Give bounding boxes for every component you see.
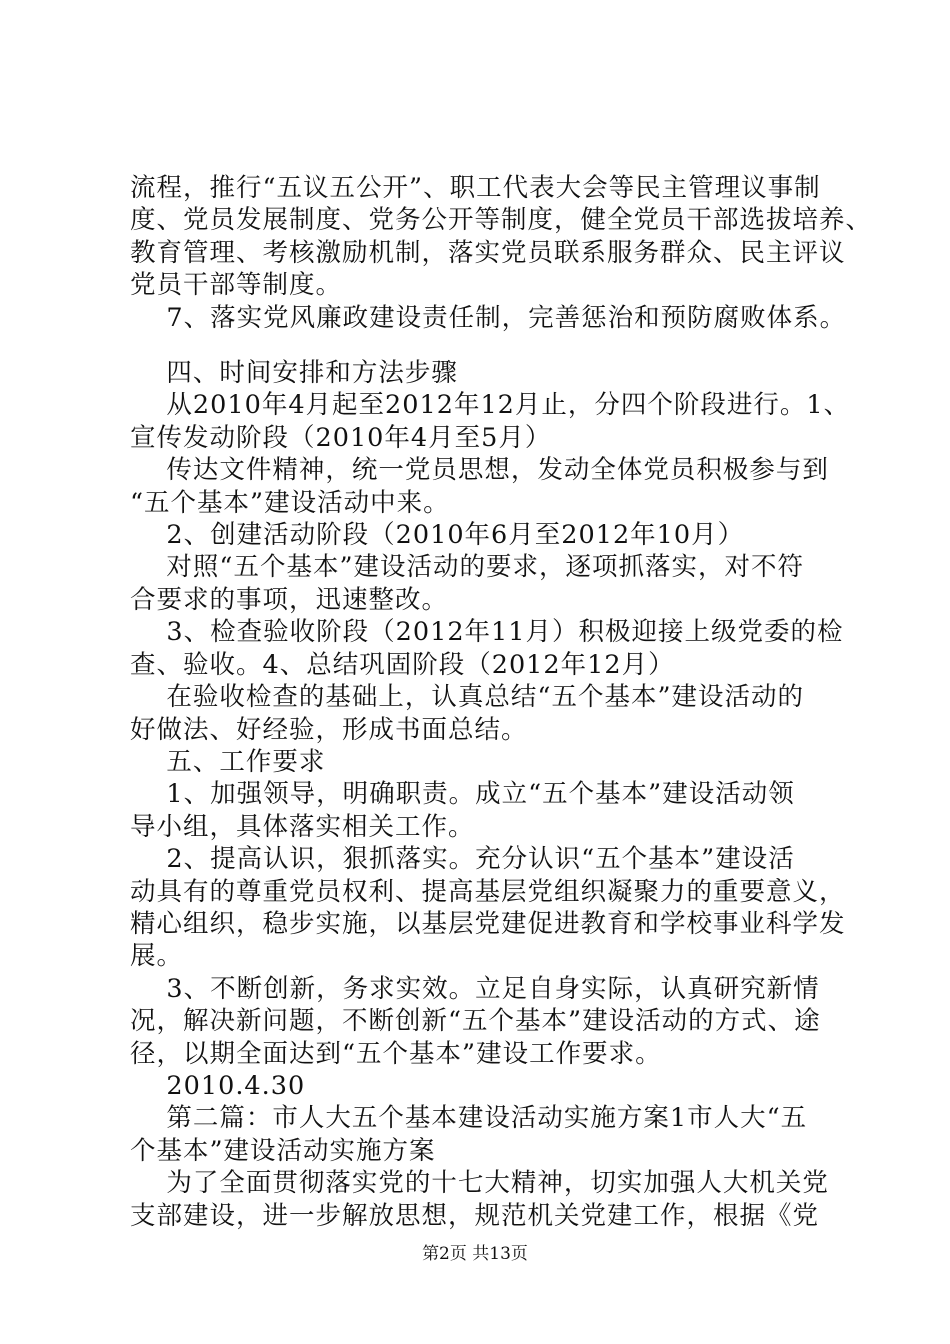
section-heading: 四、时间安排和方法步骤: [130, 358, 458, 389]
body-line: 在验收检查的基础上，认真总结“五个基本”建设活动的: [130, 682, 804, 713]
body-line: 为了全面贯彻落实党的十七大精神，切实加强人大机关党: [130, 1168, 829, 1199]
body-line: 况，解决新问题，不断创新“五个基本”建设活动的方式、途: [130, 1006, 821, 1037]
body-line: 党员干部等制度。: [130, 270, 343, 301]
body-line: 从2010年4月起至2012年12月止，分四个阶段进行。1、: [130, 390, 851, 421]
body-line: 合要求的事项，迅速整改。: [130, 584, 449, 615]
body-line: 径，以期全面达到“五个基本”建设工作要求。: [130, 1038, 662, 1069]
body-line: 导小组，具体落实相关工作。: [130, 811, 475, 842]
body-line: 度、党员发展制度、党务公开等制度，健全党员干部选拔培养、: [130, 205, 873, 236]
body-line: 宣传发动阶段（2010年4月至5月）: [130, 422, 552, 453]
body-line: 好做法、好经验，形成书面总结。: [130, 714, 528, 745]
body-line: 流程，推行“五议五公开”、职工代表大会等民主管理议事制: [130, 173, 821, 203]
body-line: 支部建设，进一步解放思想，规范机关党建工作，根据《党: [130, 1200, 820, 1231]
body-line: 查、验收。4、总结巩固阶段（2012年12月）: [130, 649, 675, 680]
body-line: 动具有的尊重党员权利、提高基层党组织凝聚力的重要意义，: [130, 876, 846, 907]
section-heading: 五、工作要求: [130, 746, 326, 777]
body-line: 7、落实党风廉政建设责任制，完善惩治和预防腐败体系。: [130, 302, 847, 333]
body-line: 3、检查验收阶段（2012年11月）积极迎接上级党委的检: [130, 617, 844, 648]
body-line: 精心组织，稳步实施，以基层党建促进教育和学校事业科学发: [130, 908, 846, 939]
page-footer: 第2页 共13页: [422, 1244, 528, 1264]
body-line: 展。: [130, 941, 184, 972]
body-line: 3、不断创新，务求实效。立足自身实际，认真研究新情: [130, 973, 820, 1004]
body-line: 传达文件精神，统一党员思想，发动全体党员积极参与到: [130, 455, 829, 486]
body-line: 2、提高认识，狠抓落实。充分认识“五个基本”建设活: [130, 844, 795, 875]
paragraph-gap: [130, 334, 830, 357]
body-line: 2、创建活动阶段（2010年6月至2012年10月）: [130, 520, 745, 551]
document-date: 2010.4.30: [130, 1070, 306, 1101]
body-line: “五个基本”建设活动中来。: [130, 487, 450, 518]
body-line: 第二篇：市人大五个基本建设活动实施方案1市人大“五: [130, 1103, 808, 1134]
body-line: 教育管理、考核激励机制，落实党员联系服务群众、民主评议: [130, 237, 846, 268]
document-body: [130, 172, 873, 1232]
body-line: 1、加强领导，明确职责。成立“五个基本”建设活动领: [130, 779, 795, 810]
body-line: 对照“五个基本”建设活动的要求，逐项抓落实，对不符: [130, 552, 804, 583]
body-line: 个基本”建设活动实施方案: [130, 1135, 436, 1166]
